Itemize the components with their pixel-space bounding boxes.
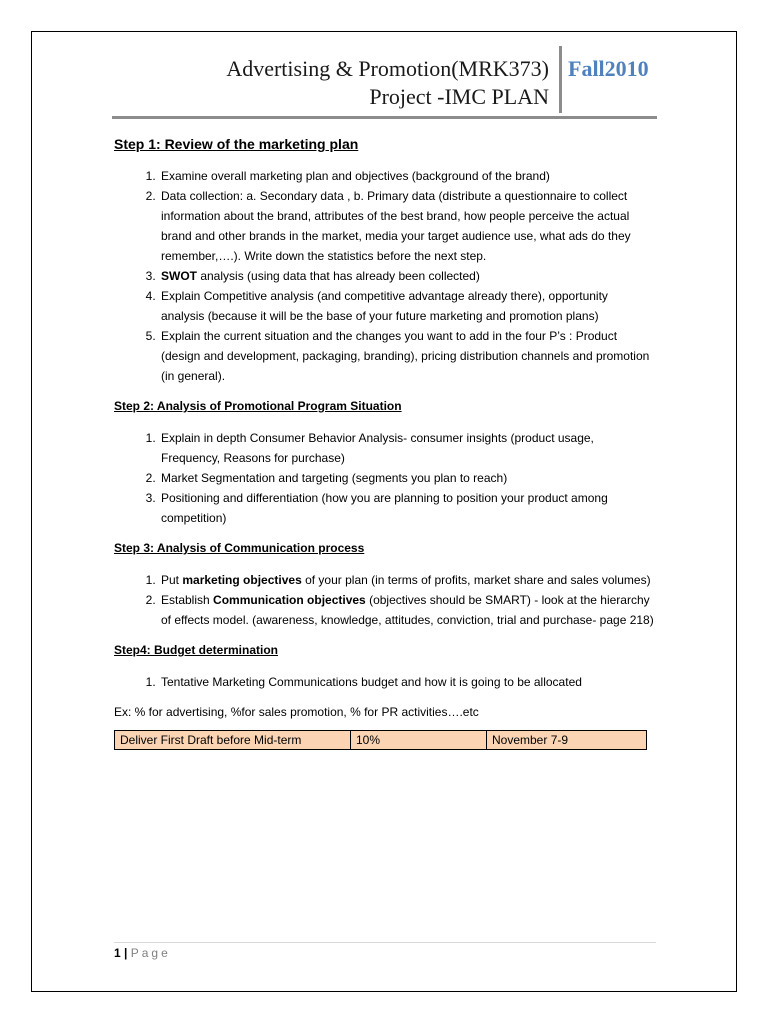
step1-heading: Step 1: Review of the marketing plan — [114, 136, 359, 152]
document-body — [114, 134, 654, 750]
list-item: 2. Establish Communication objectives (objectives should be SMART) - look at the hierarchy of effects model. (awareness, knowledge, attitudes, conviction, trial and purchase- page 218) — [159, 590, 654, 630]
list-item: 1. Put marketing objectives of your plan (in terms of profits, market share and sales volumes) — [159, 570, 654, 590]
list-item: 1. Tentative Marketing Communications budget and how it is going to be allocated — [159, 672, 654, 692]
page-number: 1 — [114, 946, 121, 960]
header-divider — [559, 46, 562, 113]
task-cell: Deliver First Draft before Mid-term — [115, 731, 351, 750]
project-title: Project -IMC PLAN — [369, 84, 549, 109]
list-item: 1. Examine overall marketing plan and objectives (background of the brand) — [159, 166, 654, 186]
step2-list — [114, 428, 654, 528]
footer-separator: | — [124, 946, 128, 960]
page-label: Page — [130, 946, 171, 960]
step2-heading: Step 2: Analysis of Promotional Program Situation — [114, 399, 402, 413]
step3-list — [114, 570, 654, 630]
document-title — [226, 55, 549, 111]
list-item: 4. Explain Competitive analysis (and competitive advantage already there), opportunity analysis (because it will be the base of your future marketing and promotion plans) — [159, 286, 654, 326]
date-cell: November 7-9 — [487, 731, 647, 750]
step4-list — [114, 672, 654, 692]
list-item: 3. Positioning and differentiation (how you are planning to position your product among competition) — [159, 488, 654, 528]
page-footer — [114, 942, 656, 960]
weight-cell: 10% — [351, 731, 487, 750]
list-item: 5. Explain the current situation and the changes you want to add in the four P’s : Product (design and development, packaging, branding), pricing distribution channels and promotion (in general). — [159, 326, 654, 386]
list-item: 1. Explain in depth Consumer Behavior Analysis- consumer insights (product usage, Frequency, Reasons for purchase) — [159, 428, 654, 468]
document-page — [31, 31, 737, 992]
step4-heading: Step4: Budget determination — [114, 643, 279, 657]
allocation-example: Ex: % for advertising, %for sales promotion, % for PR activities….etc — [114, 705, 479, 719]
course-title: Advertising & Promotion(MRK373) — [226, 56, 549, 81]
list-item: 2. Market Segmentation and targeting (segments you plan to reach) — [159, 468, 654, 488]
list-item: 2. Data collection: a. Secondary data , b. Primary data (distribute a questionnaire to collect information about the brand, attributes of the best brand, how people perceive the actual brand and other brands in the market, media your target audience use, what ads do they remember,….). Write down the statistics before the next step. — [159, 186, 654, 266]
deadline-table — [114, 730, 647, 750]
table-row — [115, 731, 647, 750]
step1-list — [114, 166, 654, 386]
document-header — [112, 52, 657, 119]
list-item: 3. SWOT analysis (using data that has already been collected) — [159, 266, 654, 286]
term-label: Fall2010 — [568, 56, 649, 81]
step3-heading: Step 3: Analysis of Communication process — [114, 541, 365, 555]
